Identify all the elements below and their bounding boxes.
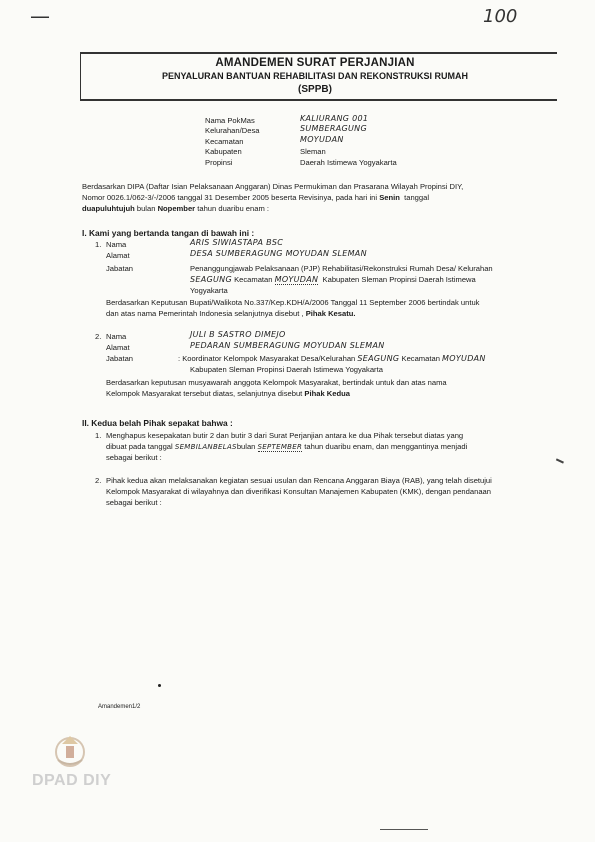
party-2-nama-value: JULI B SASTRO DIMEJO (190, 330, 286, 339)
party-2-basis-line-1: Berdasarkan keputusan musyawarah anggota Kelompok Masyarakat, bertindak untuk dan atas nama (106, 378, 447, 387)
info-value-kabupaten: Sleman (300, 147, 326, 156)
party-1-alamat-value: DESA SUMBERAGUNG MOYUDAN SLEMAN (190, 249, 367, 258)
party-1-nama-value: ARIS SIWIASTAPA BSC (190, 238, 284, 247)
party-2-jabatan-line-1 (178, 354, 486, 363)
section-2-item-2-line-3: sebagai berikut : (106, 498, 162, 507)
party-1-jabatan-label: Jabatan (106, 264, 134, 273)
section-2-item-2-line-2: Kelompok Masyarakat di wilayahnya dan diverifikasi Konsultan Manajemen Kabupaten (KMK), dengan pendanaan (106, 487, 491, 496)
page-number-handwritten: 100 (483, 6, 518, 27)
party-1-hw-kecamatan: MOYUDAN (274, 275, 319, 284)
item-1-dibuat-text: dibuat pada tanggal (106, 442, 173, 451)
party-2-pihak-kedua: Pihak Kedua (304, 389, 350, 398)
party-2-nama-label: Nama (106, 332, 127, 341)
header-bottom-rule (80, 99, 557, 101)
info-label-kecamatan: Kecamatan (205, 137, 244, 146)
corner-dash-mark: — (30, 4, 50, 28)
party-2-jabatan-text: : Koordinator Kelompok Masyarakat Desa/Kelurahan (178, 354, 356, 363)
item-1-hw-date: SEMBILANBELAS (174, 443, 237, 451)
party-2-alamat-value: PEDARAN SUMBERAGUNG MOYUDAN SLEMAN (190, 341, 385, 350)
ink-speck-mark (158, 684, 161, 687)
intro-line-2-text: Nomor 0026.1/062-3/-/2006 tanggal 31 Desember 2005 beserta Revisinya, pada hari ini (82, 193, 378, 202)
info-value-kecamatan: MOYUDAN (300, 135, 344, 144)
intro-line-3 (82, 204, 269, 213)
info-value-desa: SUMBERAGUNG (300, 124, 367, 133)
party-1-jabatan-line-1: Penanggungjawab Pelaksanaan (PJP) Rehabilitasi/Rekonstruksi Rumah Desa/ Kelurahan (190, 264, 493, 273)
party-2-jabatan-label: Jabatan (106, 354, 134, 363)
info-label-pokmas: Nama PokMas (205, 116, 255, 125)
section-2-item-1-line-3: sebagai berikut : (106, 453, 162, 462)
party-1-hw-desa: SEAGUNG (190, 275, 232, 284)
party-2-basis-line-2 (106, 389, 350, 398)
party-2-jabatan-line-2: Kabupaten Sleman Propinsi Daerah Istimewa Yogyakarta (190, 365, 383, 374)
dpad-emblem-logo (50, 730, 90, 770)
intro-line-2 (82, 193, 429, 202)
section-2-item-2-line-1: Pihak kedua akan melaksanakan kegiatan sesuai usulan dan Rencana Anggaran Biaya (RAB), yang telah disetujui (106, 476, 492, 485)
party-1-nama-label: Nama (106, 240, 127, 249)
intro-bulan: bulan (136, 204, 156, 213)
party-2-hw-kecamatan: MOYUDAN (442, 354, 486, 363)
document-footer-reference: Amandemen1/2 (98, 704, 141, 710)
bottom-edge-line (380, 829, 428, 830)
section-2-item-1-line-2 (106, 442, 467, 452)
emblem-icon (50, 730, 90, 770)
ink-stroke-mark (556, 458, 564, 463)
document-title: AMANDEMEN SURAT PERJANJIAN (215, 57, 415, 69)
party-1-basis-text: dan atas nama Pemerintah Indonesia selanjutnya disebut , (106, 309, 304, 318)
intro-line-3-end: tahun duaribu enam : (197, 204, 270, 213)
party-1-basis-line-2 (106, 309, 356, 318)
party-1-alamat-label: Alamat (106, 251, 130, 260)
watermark-text: DPAD DIY (32, 772, 112, 789)
party-1-number: 1. (95, 240, 102, 249)
info-value-pokmas: KALIURANG 001 (300, 114, 369, 123)
info-value-propinsi: Daerah Istimewa Yogyakarta (300, 158, 397, 167)
party-1-pihak-kesatu: Pihak Kesatu. (305, 309, 356, 318)
party-1-jabatan-line-3: Yogyakarta (190, 286, 228, 295)
intro-month: Nopember (157, 204, 196, 213)
info-label-propinsi: Propinsi (205, 158, 233, 167)
section-2-item-1-number: 1. (95, 431, 102, 440)
info-label-kabupaten: Kabupaten (205, 147, 242, 156)
section-2-heading: II. Kedua belah Pihak sepakat bahwa : (82, 418, 233, 428)
section-1-heading: I. Kami yang bertanda tangan di bawah ini : (82, 228, 255, 238)
party-1-kec-label: Kecamatan (234, 275, 273, 284)
party-2-kec-label: Kecamatan (401, 354, 440, 363)
item-1-line-2-end: tahun duaribu enam, dan menggantinya menjadi (304, 442, 468, 451)
item-1-bulan-text: bulan (236, 442, 256, 451)
document-subtitle: PENYALURAN BANTUAN REHABILITASI DAN REKONSTRUKSI RUMAH (161, 71, 468, 81)
party-2-alamat-label: Alamat (106, 343, 130, 352)
intro-line-1: Berdasarkan DIPA (Daftar Isian Pelaksanaan Anggaran) Dinas Permukiman dan Prasarana Wilayah Propinsi DIY, (82, 182, 464, 191)
party-1-jabatan-line-2-end: Kabupaten Sleman Propinsi Daerah Istimewa (322, 275, 476, 284)
info-label-desa: Kelurahan/Desa (205, 126, 260, 135)
header-top-rule (80, 52, 557, 54)
intro-date: duapuluhtujuh (82, 204, 135, 213)
party-1-basis-line-1: Berdasarkan Keputusan Bupati/Walikota No.337/Kep.KDH/A/2006 Tanggal 11 September 2006 bertindak untuk (106, 298, 480, 307)
party-1-jabatan-line-2 (190, 275, 476, 285)
intro-day: Senin (379, 193, 400, 202)
document-code: (SPPB) (298, 84, 332, 95)
party-2-basis-text: Kelompok Masyarakat tersebut diatas, selanjutnya disebut (106, 389, 303, 398)
intro-line-2-end: tanggal (404, 193, 430, 202)
section-2-item-2-number: 2. (95, 476, 102, 485)
party-2-number: 2. (95, 332, 102, 341)
party-2-hw-desa: SEAGUNG (357, 354, 400, 363)
section-2-item-1-line-1: Menghapus kesepakatan butir 2 dan butir 3 dari Surat Perjanjian antara ke dua Pihak tersebut diatas yang (106, 431, 464, 440)
item-1-hw-month: SEPTEMBER (257, 443, 303, 451)
